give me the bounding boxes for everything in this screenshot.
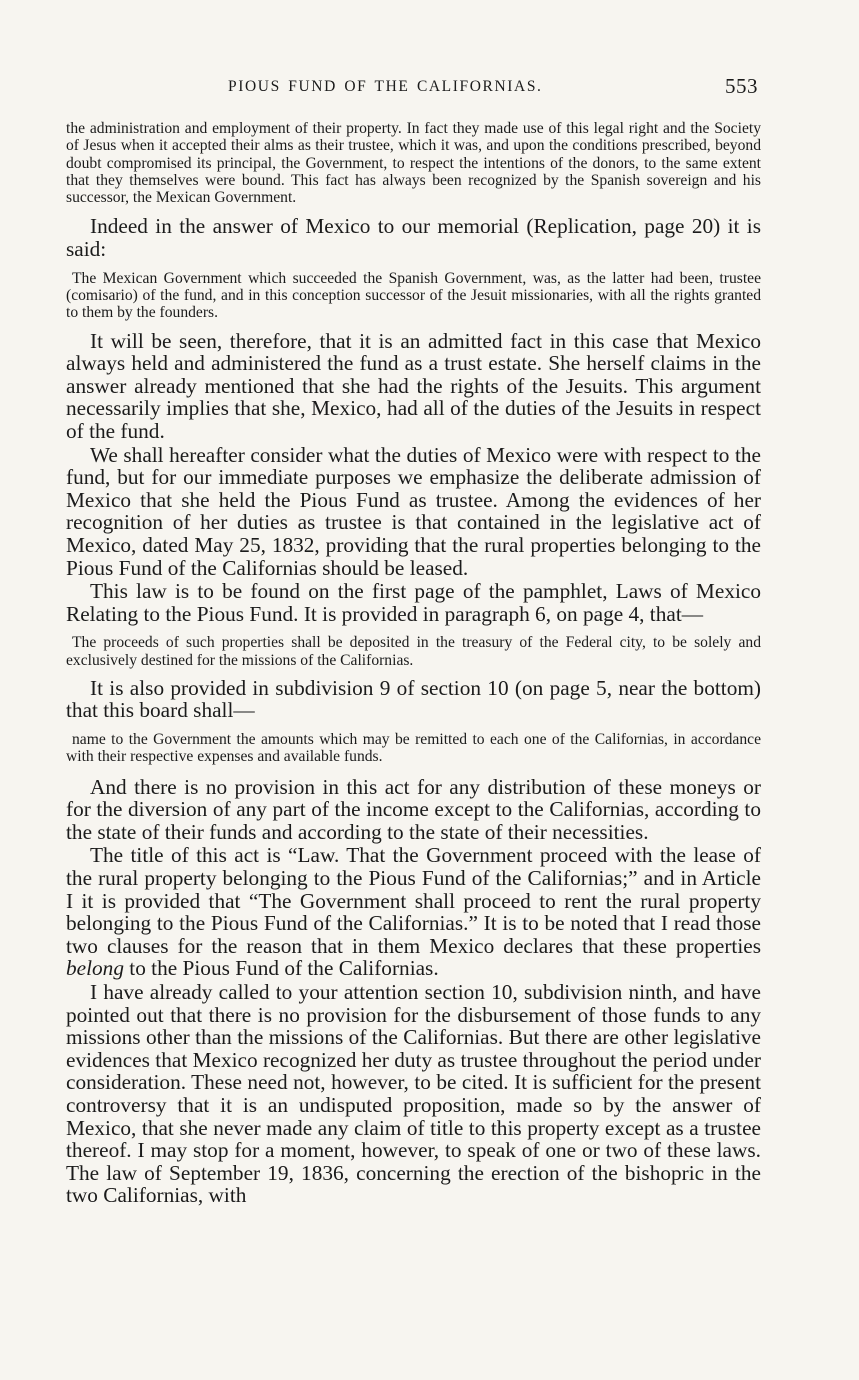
paragraph: It will be seen, therefore, that it is an admitted fact in this case that Mexico always held and administered the fund as a trust estate. She herself claims in the answer already mentioned that she had the rights of the Jesuits. This argument necessarily implies that she, Mexico, had all of the duties of the Jesuits in respect of the fund. (66, 328, 761, 443)
paragraph: It is also provided in subdivision 9 of section 10 (on page 5, near the bottom) that this board shall— (66, 675, 761, 723)
paragraph: We shall hereafter consider what the duties of Mexico were with respect to the fund, but for our immediate purposes we emphasize the deliberate admission of Mexico that she held the Pious Fund as trustee. Among the evidences of her recognition of her duties as trustee is that contained in the legislative act of Mexico, dated May 25, 1832, providing that the rural properties belonging to the Pious Fund of the Californias should be leased. (66, 442, 761, 580)
block-quote: The Mexican Government which succeeded the Spanish Government, was, as the latter had been, trustee (comisario) of the fund, and in this conception successor of the Jesuit missionaries, with all the rights granted to them by the founders. (66, 269, 761, 322)
running-title: PIOUS FUND OF THE CALIFORNIAS. (228, 78, 543, 95)
block-quote: name to the Government the amounts which may be remitted to each one of the Californias, in accordance with their respective expenses and available funds. (66, 731, 761, 766)
paragraph: Indeed in the answer of Mexico to our memorial (Replication, page 20) it is said: (66, 214, 761, 262)
emphasized-word: belong (66, 956, 124, 981)
paragraph: I have already called to your attention section 10, subdivision ninth, and have pointed out that there is no provision for the disbursement of those funds to any missions other than the missions of the Californias. But there are other legislative evidences that Mexico recognized her duty as trustee throughout the period under consideration. These need not, however, to be cited. It is sufficient for the present controversy that it is an undisputed proposition, made so by the answer of Mexico, that she never made any claim of title to this property except as a trustee thereof. I may stop for a moment, however, to speak of one or two of these laws. The law of September 19, 1836, concerning the erection of the bishopric in the two Californias, with (66, 980, 761, 1208)
paragraph: This law is to be found on the first page of the pamphlet, Laws of Mexico Relating to the Pious Fund. It is provided in paragraph 6, on page 4, that— (66, 579, 761, 626)
paragraph-text: The title of this act is “Law. That the Government proceed with the lease of the rural property belonging to the Pious Fund of the Californias;” and in Article I it is provided that “The Government shall proceed to rent the rural property belonging to the Pious Fund of the Californias.” It is to be noted that I read those two clauses for the reason that in them Mexico declares that these properties (66, 843, 761, 958)
page-header (66, 74, 758, 106)
paragraph (66, 844, 761, 980)
paragraph-continuation: the administration and employment of their property. In fact they made use of this legal right and the Society of Jesus when it accepted their alms as their trustee, which it was, and upon the conditions prescribed, beyond doubt compromised its principal, the Government, to respect the intentions of the donors, to the same extent that they themselves were bound. This fact has always been recognized by the Spanish sovereign and his successor, the Mexican Government. (66, 120, 761, 207)
paragraph: And there is no provision in this act for any distribution of these moneys or for the diversion of any part of the income except to the Californias, according to the state of their funds and according to the state of their necessities. (66, 774, 761, 844)
block-quote: The proceeds of such properties shall be deposited in the treasury of the Federal city, to be solely and exclusively destined for the missions of the Californias. (66, 634, 761, 669)
page-body (66, 120, 761, 1207)
paragraph-text: to the Pious Fund of the Californias. (129, 956, 439, 981)
page-number: 553 (725, 74, 758, 98)
